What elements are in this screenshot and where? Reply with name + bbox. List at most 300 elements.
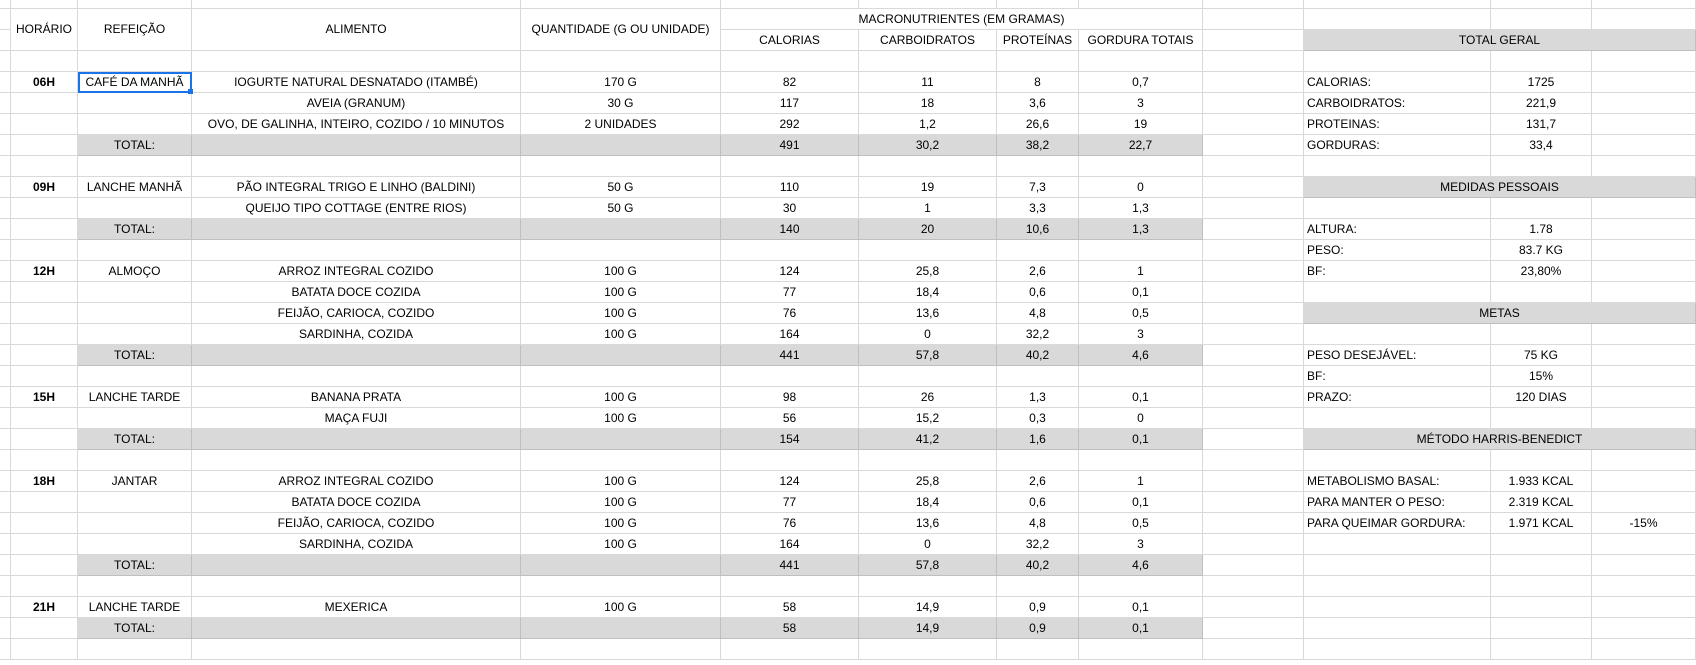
food-proteinas[interactable]: 3,3 [997,198,1079,219]
empty-cell[interactable] [1203,114,1304,135]
empty-cell[interactable] [1203,156,1304,177]
food-calorias[interactable]: 124 [721,471,859,492]
food-proteinas[interactable]: 32,2 [997,534,1079,555]
total-carboidratos[interactable]: 41,2 [859,429,997,450]
food-gordura[interactable]: 0,7 [1079,72,1203,93]
food-name[interactable]: SARDINHA, COZIDA [192,534,521,555]
food-carboidratos[interactable]: 13,6 [859,513,997,534]
empty-cell[interactable] [859,0,997,9]
empty-cell[interactable] [1491,9,1592,30]
empty-cell[interactable] [997,156,1079,177]
food-gordura[interactable]: 0,1 [1079,387,1203,408]
total-label[interactable]: TOTAL: [78,135,192,156]
food-quantity[interactable]: 50 G [521,177,721,198]
summary-value[interactable]: 1.78 [1491,219,1592,240]
empty-cell[interactable] [1203,555,1304,576]
empty-cell[interactable] [1203,639,1304,660]
empty-cell[interactable] [0,513,11,534]
empty-cell[interactable] [78,576,192,597]
meal-name[interactable]: JANTAR [78,471,192,492]
empty-cell[interactable] [1079,156,1203,177]
food-name[interactable]: QUEIJO TIPO COTTAGE (ENTRE RIOS) [192,198,521,219]
summary-value[interactable]: 1725 [1491,72,1592,93]
total-proteinas[interactable]: 40,2 [997,345,1079,366]
empty-cell[interactable] [521,51,721,72]
empty-cell[interactable] [0,114,11,135]
empty-cell[interactable] [1203,471,1304,492]
section-title-harris[interactable]: MÉTODO HARRIS-BENEDICT [1304,429,1696,450]
food-name[interactable]: PÃO INTEGRAL TRIGO E LINHO (BALDINI) [192,177,521,198]
empty-cell[interactable] [1592,555,1696,576]
food-name[interactable]: BATATA DOCE COZIDA [192,282,521,303]
empty-cell[interactable] [1592,114,1696,135]
empty-cell[interactable] [1304,51,1491,72]
empty-cell[interactable] [1592,576,1696,597]
empty-cell[interactable] [1304,555,1491,576]
total-calorias[interactable]: 441 [721,345,859,366]
meal-time[interactable]: 18H [11,471,78,492]
empty-cell[interactable] [11,114,78,135]
food-proteinas[interactable]: 7,3 [997,177,1079,198]
empty-cell[interactable] [1203,387,1304,408]
empty-cell[interactable] [78,534,192,555]
total-carboidratos[interactable]: 30,2 [859,135,997,156]
total-gordura[interactable]: 4,6 [1079,345,1203,366]
food-carboidratos[interactable]: 0 [859,324,997,345]
empty-cell[interactable] [0,492,11,513]
empty-cell[interactable] [1203,9,1304,30]
empty-cell[interactable] [1203,282,1304,303]
empty-cell[interactable] [78,240,192,261]
food-name[interactable]: MEXERICA [192,597,521,618]
empty-cell[interactable] [997,0,1079,9]
total-blank[interactable] [192,618,521,639]
empty-cell[interactable] [721,0,859,9]
food-calorias[interactable]: 77 [721,282,859,303]
food-gordura[interactable]: 3 [1079,534,1203,555]
empty-cell[interactable] [1203,492,1304,513]
total-blank[interactable] [192,429,521,450]
empty-cell[interactable] [1203,93,1304,114]
food-name[interactable]: FEIJÃO, CARIOCA, COZIDO [192,513,521,534]
food-gordura[interactable]: 0,1 [1079,492,1203,513]
empty-cell[interactable] [0,618,11,639]
empty-cell[interactable] [192,639,521,660]
empty-cell[interactable] [1203,345,1304,366]
summary-label[interactable]: PESO DESEJÁVEL: [1304,345,1491,366]
food-calorias[interactable]: 292 [721,114,859,135]
empty-cell[interactable] [1079,576,1203,597]
empty-cell[interactable] [1491,597,1592,618]
summary-extra[interactable]: -15% [1592,513,1696,534]
empty-cell[interactable] [11,366,78,387]
empty-cell[interactable] [859,51,997,72]
total-blank[interactable] [192,555,521,576]
empty-cell[interactable] [1491,534,1592,555]
empty-cell[interactable] [0,534,11,555]
empty-cell[interactable] [721,639,859,660]
empty-cell[interactable] [1304,282,1491,303]
empty-cell[interactable] [1203,0,1304,9]
empty-cell[interactable] [1203,198,1304,219]
empty-cell[interactable] [1491,408,1592,429]
summary-label[interactable]: GORDURAS: [1304,135,1491,156]
food-name[interactable]: ARROZ INTEGRAL COZIDO [192,261,521,282]
empty-cell[interactable] [1203,30,1304,51]
empty-cell[interactable] [11,408,78,429]
empty-cell[interactable] [997,639,1079,660]
empty-cell[interactable] [1304,408,1491,429]
empty-cell[interactable] [1304,156,1491,177]
empty-cell[interactable] [997,240,1079,261]
summary-value[interactable]: 75 KG [1491,345,1592,366]
empty-cell[interactable] [11,219,78,240]
empty-cell[interactable] [1592,366,1696,387]
section-title-total_geral[interactable]: TOTAL GERAL [1304,30,1696,51]
empty-cell[interactable] [1491,618,1592,639]
empty-cell[interactable] [1203,135,1304,156]
empty-cell[interactable] [721,366,859,387]
meal-time[interactable]: 21H [11,597,78,618]
empty-cell[interactable] [78,639,192,660]
selection-fill-handle[interactable] [188,89,193,94]
empty-cell[interactable] [1592,324,1696,345]
empty-cell[interactable] [1592,597,1696,618]
empty-cell[interactable] [1304,324,1491,345]
empty-cell[interactable] [721,51,859,72]
summary-label[interactable]: ALTURA: [1304,219,1491,240]
empty-cell[interactable] [1491,555,1592,576]
empty-cell[interactable] [1203,408,1304,429]
food-gordura[interactable]: 0 [1079,408,1203,429]
food-gordura[interactable]: 0 [1079,177,1203,198]
empty-cell[interactable] [0,387,11,408]
meal-time[interactable]: 15H [11,387,78,408]
food-name[interactable]: ARROZ INTEGRAL COZIDO [192,471,521,492]
empty-cell[interactable] [721,576,859,597]
empty-cell[interactable] [1592,51,1696,72]
empty-cell[interactable] [1079,450,1203,471]
empty-cell[interactable] [859,450,997,471]
empty-cell[interactable] [78,198,192,219]
empty-cell[interactable] [1203,219,1304,240]
food-calorias[interactable]: 76 [721,303,859,324]
summary-value[interactable]: 15% [1491,366,1592,387]
summary-label[interactable]: CALORIAS: [1304,72,1491,93]
summary-label[interactable]: CARBOIDRATOS: [1304,93,1491,114]
empty-cell[interactable] [859,366,997,387]
empty-cell[interactable] [11,492,78,513]
food-carboidratos[interactable]: 0 [859,534,997,555]
empty-cell[interactable] [859,576,997,597]
empty-cell[interactable] [1491,51,1592,72]
empty-cell[interactable] [1592,408,1696,429]
food-proteinas[interactable]: 0,9 [997,597,1079,618]
meal-name[interactable]: CAFÉ DA MANHÃ [78,72,192,93]
total-proteinas[interactable]: 0,9 [997,618,1079,639]
summary-label[interactable]: BF: [1304,261,1491,282]
empty-cell[interactable] [0,639,11,660]
empty-cell[interactable] [1203,597,1304,618]
food-calorias[interactable]: 117 [721,93,859,114]
total-blank[interactable] [192,345,521,366]
food-quantity[interactable]: 100 G [521,282,721,303]
empty-cell[interactable] [1592,282,1696,303]
empty-cell[interactable] [78,513,192,534]
food-quantity[interactable]: 50 G [521,198,721,219]
total-label[interactable]: TOTAL: [78,555,192,576]
total-calorias[interactable]: 491 [721,135,859,156]
empty-cell[interactable] [78,156,192,177]
empty-cell[interactable] [1203,177,1304,198]
total-blank[interactable] [521,345,721,366]
food-gordura[interactable]: 1 [1079,471,1203,492]
food-quantity[interactable]: 100 G [521,492,721,513]
empty-cell[interactable] [0,198,11,219]
summary-value[interactable]: 23,80% [1491,261,1592,282]
empty-cell[interactable] [11,429,78,450]
food-calorias[interactable]: 77 [721,492,859,513]
food-calorias[interactable]: 110 [721,177,859,198]
empty-cell[interactable] [11,135,78,156]
empty-cell[interactable] [1592,450,1696,471]
food-carboidratos[interactable]: 1,2 [859,114,997,135]
food-name[interactable]: SARDINHA, COZIDA [192,324,521,345]
header-quantidade[interactable]: QUANTIDADE (G OU UNIDADE) [521,9,721,51]
empty-cell[interactable] [11,513,78,534]
empty-cell[interactable] [192,366,521,387]
empty-cell[interactable] [1491,198,1592,219]
empty-cell[interactable] [1203,51,1304,72]
food-calorias[interactable]: 164 [721,324,859,345]
food-proteinas[interactable]: 4,8 [997,513,1079,534]
empty-cell[interactable] [1304,639,1491,660]
total-carboidratos[interactable]: 57,8 [859,555,997,576]
food-proteinas[interactable]: 1,3 [997,387,1079,408]
empty-cell[interactable] [78,450,192,471]
food-quantity[interactable]: 100 G [521,597,721,618]
food-name[interactable]: OVO, DE GALINHA, INTEIRO, COZIDO / 10 MINUTOS [192,114,521,135]
empty-cell[interactable] [1304,576,1491,597]
empty-cell[interactable] [0,555,11,576]
empty-cell[interactable] [521,366,721,387]
empty-cell[interactable] [1592,387,1696,408]
food-carboidratos[interactable]: 25,8 [859,471,997,492]
food-quantity[interactable]: 100 G [521,261,721,282]
empty-cell[interactable] [521,0,721,9]
empty-cell[interactable] [11,93,78,114]
total-carboidratos[interactable]: 57,8 [859,345,997,366]
empty-cell[interactable] [521,576,721,597]
total-calorias[interactable]: 140 [721,219,859,240]
total-proteinas[interactable]: 1,6 [997,429,1079,450]
food-calorias[interactable]: 98 [721,387,859,408]
empty-cell[interactable] [1592,618,1696,639]
empty-cell[interactable] [0,0,11,9]
empty-cell[interactable] [721,450,859,471]
food-carboidratos[interactable]: 26 [859,387,997,408]
empty-cell[interactable] [0,471,11,492]
food-gordura[interactable]: 3 [1079,324,1203,345]
food-carboidratos[interactable]: 11 [859,72,997,93]
header-horario[interactable]: HORÁRIO [11,9,78,51]
summary-label[interactable]: PROTEINAS: [1304,114,1491,135]
summary-label[interactable]: PRAZO: [1304,387,1491,408]
empty-cell[interactable] [1203,303,1304,324]
total-label[interactable]: TOTAL: [78,345,192,366]
summary-label[interactable]: PARA QUEIMAR GORDURA: [1304,513,1491,534]
meal-name[interactable]: ALMOÇO [78,261,192,282]
food-proteinas[interactable]: 4,8 [997,303,1079,324]
total-blank[interactable] [521,618,721,639]
food-gordura[interactable]: 0,5 [1079,513,1203,534]
food-calorias[interactable]: 124 [721,261,859,282]
empty-cell[interactable] [1304,534,1491,555]
meal-name[interactable]: LANCHE MANHÃ [78,177,192,198]
empty-cell[interactable] [192,51,521,72]
total-blank[interactable] [192,219,521,240]
food-name[interactable]: IOGURTE NATURAL DESNATADO (ITAMBÉ) [192,72,521,93]
food-name[interactable]: FEIJÃO, CARIOCA, COZIDO [192,303,521,324]
total-calorias[interactable]: 154 [721,429,859,450]
empty-cell[interactable] [1203,72,1304,93]
empty-cell[interactable] [1079,366,1203,387]
total-carboidratos[interactable]: 20 [859,219,997,240]
summary-value[interactable]: 83.7 KG [1491,240,1592,261]
food-calorias[interactable]: 164 [721,534,859,555]
food-calorias[interactable]: 56 [721,408,859,429]
empty-cell[interactable] [0,135,11,156]
total-blank[interactable] [521,429,721,450]
empty-cell[interactable] [1079,0,1203,9]
empty-cell[interactable] [1491,576,1592,597]
total-label[interactable]: TOTAL: [78,219,192,240]
meal-name[interactable]: LANCHE TARDE [78,387,192,408]
total-label[interactable]: TOTAL: [78,429,192,450]
total-blank[interactable] [521,219,721,240]
meal-name[interactable]: LANCHE TARDE [78,597,192,618]
total-proteinas[interactable]: 40,2 [997,555,1079,576]
food-calorias[interactable]: 58 [721,597,859,618]
meal-time[interactable]: 06H [11,72,78,93]
summary-value[interactable]: 1.971 KCAL [1491,513,1592,534]
food-proteinas[interactable]: 2,6 [997,471,1079,492]
empty-cell[interactable] [1592,534,1696,555]
food-quantity[interactable]: 100 G [521,387,721,408]
summary-label[interactable]: PESO: [1304,240,1491,261]
empty-cell[interactable] [78,324,192,345]
summary-value[interactable]: 33,4 [1491,135,1592,156]
food-quantity[interactable]: 100 G [521,408,721,429]
empty-cell[interactable] [0,303,11,324]
empty-cell[interactable] [1203,366,1304,387]
section-title-metas[interactable]: METAS [1304,303,1696,324]
food-gordura[interactable]: 1,3 [1079,198,1203,219]
empty-cell[interactable] [78,282,192,303]
total-calorias[interactable]: 441 [721,555,859,576]
empty-cell[interactable] [1592,198,1696,219]
empty-cell[interactable] [521,450,721,471]
empty-cell[interactable] [1592,93,1696,114]
empty-cell[interactable] [0,240,11,261]
empty-cell[interactable] [1592,9,1696,30]
food-carboidratos[interactable]: 1 [859,198,997,219]
empty-cell[interactable] [1491,156,1592,177]
summary-value[interactable]: 1.933 KCAL [1491,471,1592,492]
empty-cell[interactable] [0,366,11,387]
food-calorias[interactable]: 82 [721,72,859,93]
empty-cell[interactable] [1491,324,1592,345]
empty-cell[interactable] [1304,618,1491,639]
empty-cell[interactable] [1203,324,1304,345]
empty-cell[interactable] [78,366,192,387]
meal-time[interactable]: 09H [11,177,78,198]
empty-cell[interactable] [0,597,11,618]
empty-cell[interactable] [997,51,1079,72]
total-gordura[interactable]: 0,1 [1079,618,1203,639]
food-quantity[interactable]: 100 G [521,513,721,534]
empty-cell[interactable] [1203,429,1304,450]
empty-cell[interactable] [1491,450,1592,471]
total-gordura[interactable]: 22,7 [1079,135,1203,156]
summary-label[interactable]: BF: [1304,366,1491,387]
summary-value[interactable]: 2.319 KCAL [1491,492,1592,513]
header-carboidratos[interactable]: CARBOIDRATOS [859,30,997,51]
empty-cell[interactable] [859,156,997,177]
meal-time[interactable]: 12H [11,261,78,282]
food-carboidratos[interactable]: 18 [859,93,997,114]
total-proteinas[interactable]: 10,6 [997,219,1079,240]
empty-cell[interactable] [11,576,78,597]
empty-cell[interactable] [11,345,78,366]
food-proteinas[interactable]: 32,2 [997,324,1079,345]
empty-cell[interactable] [11,639,78,660]
empty-cell[interactable] [0,429,11,450]
empty-cell[interactable] [1079,51,1203,72]
food-proteinas[interactable]: 2,6 [997,261,1079,282]
empty-cell[interactable] [0,30,11,51]
empty-cell[interactable] [1079,639,1203,660]
empty-cell[interactable] [11,618,78,639]
empty-cell[interactable] [0,219,11,240]
food-quantity[interactable]: 30 G [521,93,721,114]
empty-cell[interactable] [192,576,521,597]
empty-cell[interactable] [0,282,11,303]
empty-cell[interactable] [1304,198,1491,219]
empty-cell[interactable] [1203,261,1304,282]
empty-cell[interactable] [1203,513,1304,534]
food-name[interactable]: BANANA PRATA [192,387,521,408]
food-carboidratos[interactable]: 13,6 [859,303,997,324]
empty-cell[interactable] [1592,639,1696,660]
empty-cell[interactable] [0,345,11,366]
empty-cell[interactable] [1592,492,1696,513]
food-quantity[interactable]: 100 G [521,534,721,555]
empty-cell[interactable] [11,450,78,471]
food-carboidratos[interactable]: 18,4 [859,492,997,513]
empty-cell[interactable] [1491,282,1592,303]
empty-cell[interactable] [192,240,521,261]
food-quantity[interactable]: 2 UNIDADES [521,114,721,135]
empty-cell[interactable] [1304,450,1491,471]
food-gordura[interactable]: 0,5 [1079,303,1203,324]
food-carboidratos[interactable]: 25,8 [859,261,997,282]
empty-cell[interactable] [1592,219,1696,240]
total-blank[interactable] [521,555,721,576]
total-carboidratos[interactable]: 14,9 [859,618,997,639]
food-name[interactable]: AVEIA (GRANUM) [192,93,521,114]
empty-cell[interactable] [1203,618,1304,639]
